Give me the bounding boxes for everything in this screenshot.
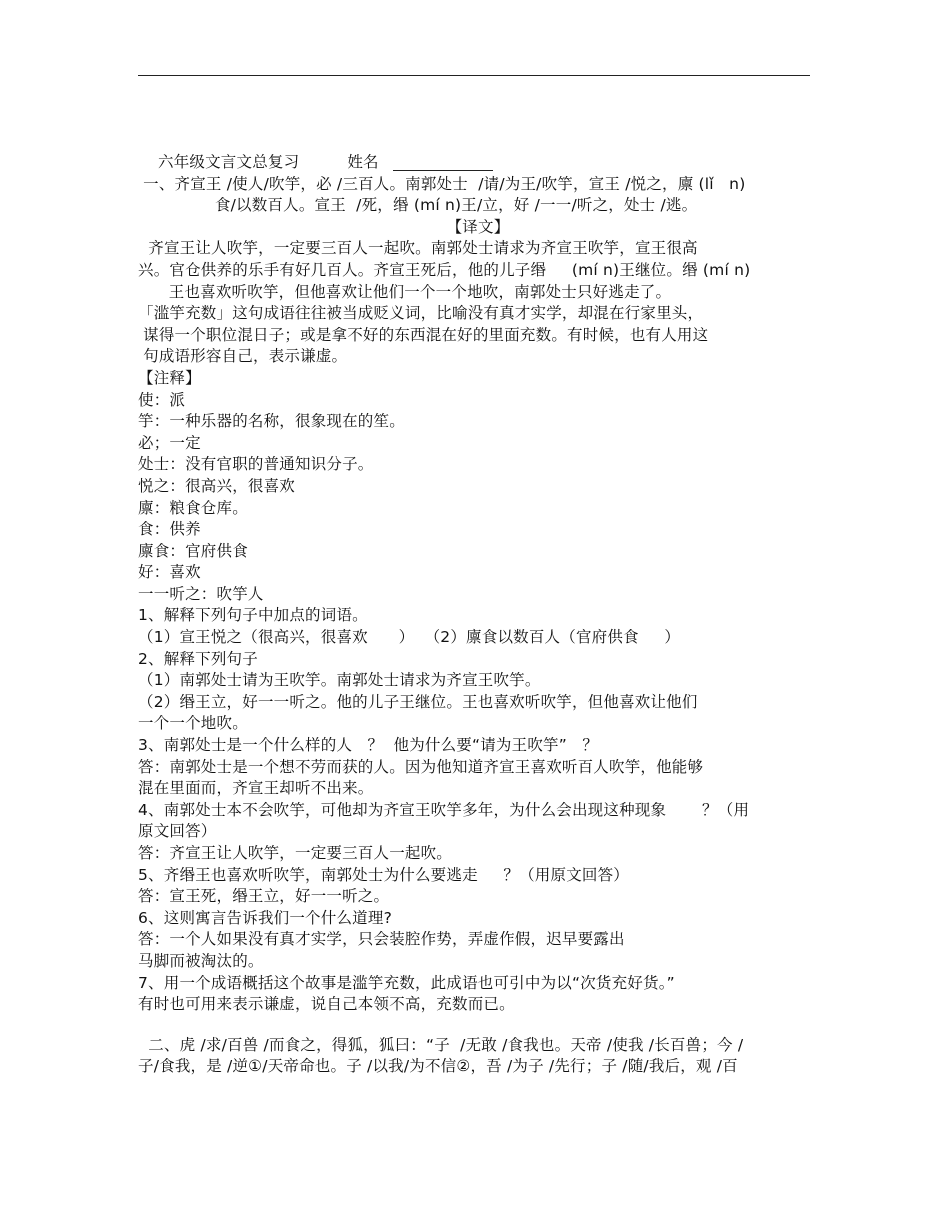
note-item: 好：喜欢 bbox=[138, 563, 201, 582]
translation-title: 【译文】 bbox=[446, 217, 510, 236]
idiom-explanation-line: 句成语形容自己，表示谦虚。 bbox=[138, 347, 348, 366]
question-line: 3、南郭处士是一个什么样的人 ？ 他为什么要“请为王吹竽” ？ bbox=[138, 736, 599, 755]
answer-line: 答：南郭处士是一个想不劳而获的人。因为他知道齐宣王喜欢听百人吹竽，他能够 bbox=[138, 757, 704, 776]
question-line: 1、解释下列句子中加点的词语。 bbox=[138, 606, 368, 625]
question-line: 5、齐缗王也喜欢听吹竽，南郭处士为什么要逃走 ？（用原文回答） bbox=[138, 865, 629, 884]
idiom-explanation-line: 谋得一个职位混日子；或是拿不好的东西混在好的里面充数。有时候，也有人用这 bbox=[138, 325, 709, 344]
note-item: 廪食：官府供食 bbox=[138, 541, 248, 560]
note-item: 一一听之：吹竽人 bbox=[138, 584, 264, 603]
question-line: 4、南郭处士本不会吹竽，可他却为齐宣王吹竽多年，为什么会出现这种现象 ？（用 bbox=[138, 800, 750, 819]
section2-text-line: 二、虎 /求/百兽 /而食之，得狐，狐曰：“子 /无敢 /食我也。天帝 /使我 /长百兽；今 / bbox=[138, 1035, 744, 1054]
question-line: （1）南郭处士请为王吹竽。南郭处士请求为齐宣王吹竽。 bbox=[138, 671, 541, 690]
note-item: 使：派 bbox=[138, 390, 186, 409]
answer-line: 答：一个人如果没有真才实学，只会装腔作势，弄虚作假，迟早要露出 bbox=[138, 930, 625, 949]
section-gap bbox=[138, 1016, 818, 1035]
name-blank-line bbox=[393, 154, 493, 171]
note-item: 廪：粮食仓库。 bbox=[138, 498, 248, 517]
translation-line: 兴。官仓供养的乐手有好几百人。齐宣王死后，他的儿子缗 (mí n)王继位。缗 (mí n) bbox=[138, 260, 751, 279]
answer-line: 答：齐宣王让人吹竽，一定要三百人一起吹。 bbox=[138, 844, 453, 862]
question-line: 2、解释下列句子 bbox=[138, 649, 258, 668]
answer-line: 答：宣王死，缗王立，好一一听之。 bbox=[138, 887, 390, 906]
note-item: 食：供养 bbox=[138, 520, 201, 539]
section1-text-line1: 一、齐宣王 /使人/吹竽，必 /三百人。南郭处士 /请/为王/吹竽，宣王 /悦之，廪 (lǐ n) bbox=[138, 174, 746, 193]
note-item: 处士：没有官职的普通知识分子。 bbox=[138, 455, 374, 474]
notes-title: 【注释】 bbox=[138, 368, 201, 387]
header-rule bbox=[138, 75, 810, 76]
name-label: 姓名 bbox=[347, 153, 379, 171]
idiom-explanation-line: 「滥竽充数」这句成语往往被当成贬义词，比喻没有真才实学，却混在行家里头， bbox=[138, 304, 704, 323]
section1-text-line2: 食/以数百人。宣王 /死，缗 (mí n)王/立，好 /一一/听之，处士 /逃。 bbox=[138, 196, 698, 215]
title-row bbox=[138, 152, 818, 174]
question-line: 6、这则寓言告诉我们一个什么道理? bbox=[138, 908, 392, 927]
document-body bbox=[138, 152, 818, 1078]
question-line: 原文回答） bbox=[138, 822, 217, 841]
answer-line: 混在里面而，齐宣王却听不出来。 bbox=[138, 779, 374, 798]
translation-line: 齐宣王让人吹竽，一定要三百人一起吹。南郭处士请求为齐宣王吹竽，宣王很高 bbox=[138, 239, 698, 258]
question-line: 一个一个地吹。 bbox=[138, 714, 248, 733]
translation-line: 王也喜欢听吹竽，但他喜欢让他们一个一个地吹，南郭处士只好逃走了。 bbox=[138, 282, 672, 301]
question-line: （2）缗王立，好一一听之。他的儿子王继位。王也喜欢听吹竽，但他喜欢让他们 bbox=[138, 692, 698, 711]
question-line: （1）宣王悦之（很高兴，很喜欢 ） （2）廪食以数百人（官府供食 ） bbox=[138, 628, 681, 647]
question-line: 7、用一个成语概括这个故事是滥竽充数，此成语也可引中为以“次货充好货。” bbox=[138, 973, 675, 992]
answer-line: 有时也可用来表示谦虚，说自己本领不高，充数而已。 bbox=[138, 995, 515, 1014]
note-item: 必；一定 bbox=[138, 433, 201, 452]
section2-text-line: 子/食我，是 /逆①/天帝命也。子 /以我/为不信②，吾 /为子 /先行；子 /随/我后，观 /百 bbox=[138, 1057, 738, 1076]
note-item: 悦之：很高兴，很喜欢 bbox=[138, 476, 296, 495]
note-item: 竽：一种乐器的名称，很象现在的笙。 bbox=[138, 412, 405, 431]
document-title: 六年级文言文总复习 bbox=[158, 153, 300, 171]
answer-line: 马脚而被淘汰的。 bbox=[138, 951, 264, 970]
